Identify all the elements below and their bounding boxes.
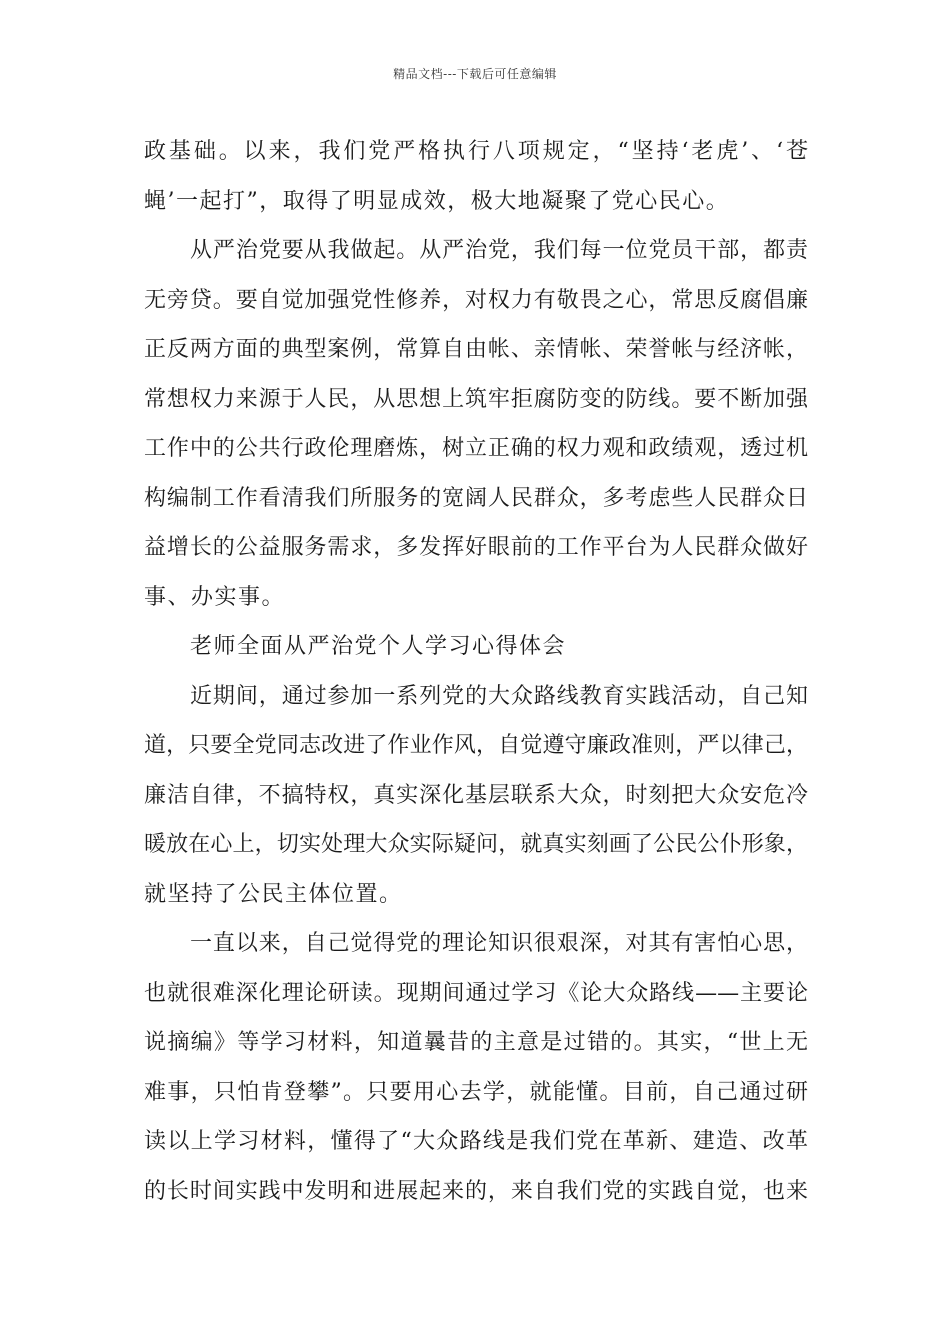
document-body	[144, 127, 808, 1216]
text-line: 也就很难深化理论研读。现期间通过学习《论大众路线——主要论	[144, 980, 808, 1006]
text-line: 政基础。以来，我们党严格执行八项规定，“坚持‘老虎’、‘苍	[144, 139, 808, 164]
text-line: 无旁贷。要自觉加强党性修养，对权力有敬畏之心，常思反腐倡廉	[144, 287, 808, 313]
section-title: 老师全面从严治党个人学习心得体会	[190, 634, 567, 659]
text-line: 蝇’一起打”，取得了明显成效，极大地凝聚了党心民心。	[144, 188, 730, 214]
text-line: 常想权力来源于人民，从思想上筑牢拒腐防变的防线。要不断加强	[144, 386, 808, 412]
text-line: 近期间，通过参加一系列党的大众路线教育实践活动，自己知	[190, 683, 808, 709]
text-line: 工作中的公共行政伦理磨炼，树立正确的权力观和政绩观，透过机	[144, 436, 808, 461]
text-line: 廉洁自律，不搞特权，真实深化基层联系大众，时刻把大众安危冷	[144, 782, 808, 808]
text-line: 正反两方面的典型案例，常算自由帐、亲情帐、荣誉帐与经济帐，	[144, 337, 808, 362]
text-line: 暖放在心上，切实处理大众实际疑问，就真实刻画了公民公仆形象，	[144, 832, 808, 857]
text-line: 一直以来，自己觉得党的理论知识很艰深，对其有害怕心思，	[190, 931, 808, 956]
text-line: 难事，只怕肯登攀”。只要用心去学，就能懂。目前，自己通过研	[144, 1079, 808, 1105]
text-line: 的长时间实践中发明和进展起来的，来自我们党的实践自觉，也来	[144, 1178, 808, 1204]
text-line: 从严治党要从我做起。从严治党，我们每一位党员干部，都责	[190, 238, 808, 263]
text-line: 事、办实事。	[144, 584, 286, 610]
text-line: 道，只要全党同志改进了作业作风，自觉遵守廉政准则，严以律己，	[144, 733, 808, 758]
text-line: 构编制工作看清我们所服务的宽阔人民群众，多考虑些人民群众日	[144, 485, 808, 511]
text-line: 读以上学习材料，懂得了“大众路线是我们党在革新、建造、改革	[144, 1129, 808, 1154]
text-line: 益增长的公益服务需求，多发挥好眼前的工作平台为人民群众做好	[144, 535, 808, 560]
page-header: 精品文档---下载后可任意编辑	[393, 67, 557, 81]
text-line: 就坚持了公民主体位置。	[144, 881, 403, 907]
text-line: 说摘编》等学习材料，知道曩昔的主意是过错的。其实，“世上无	[144, 1030, 808, 1055]
